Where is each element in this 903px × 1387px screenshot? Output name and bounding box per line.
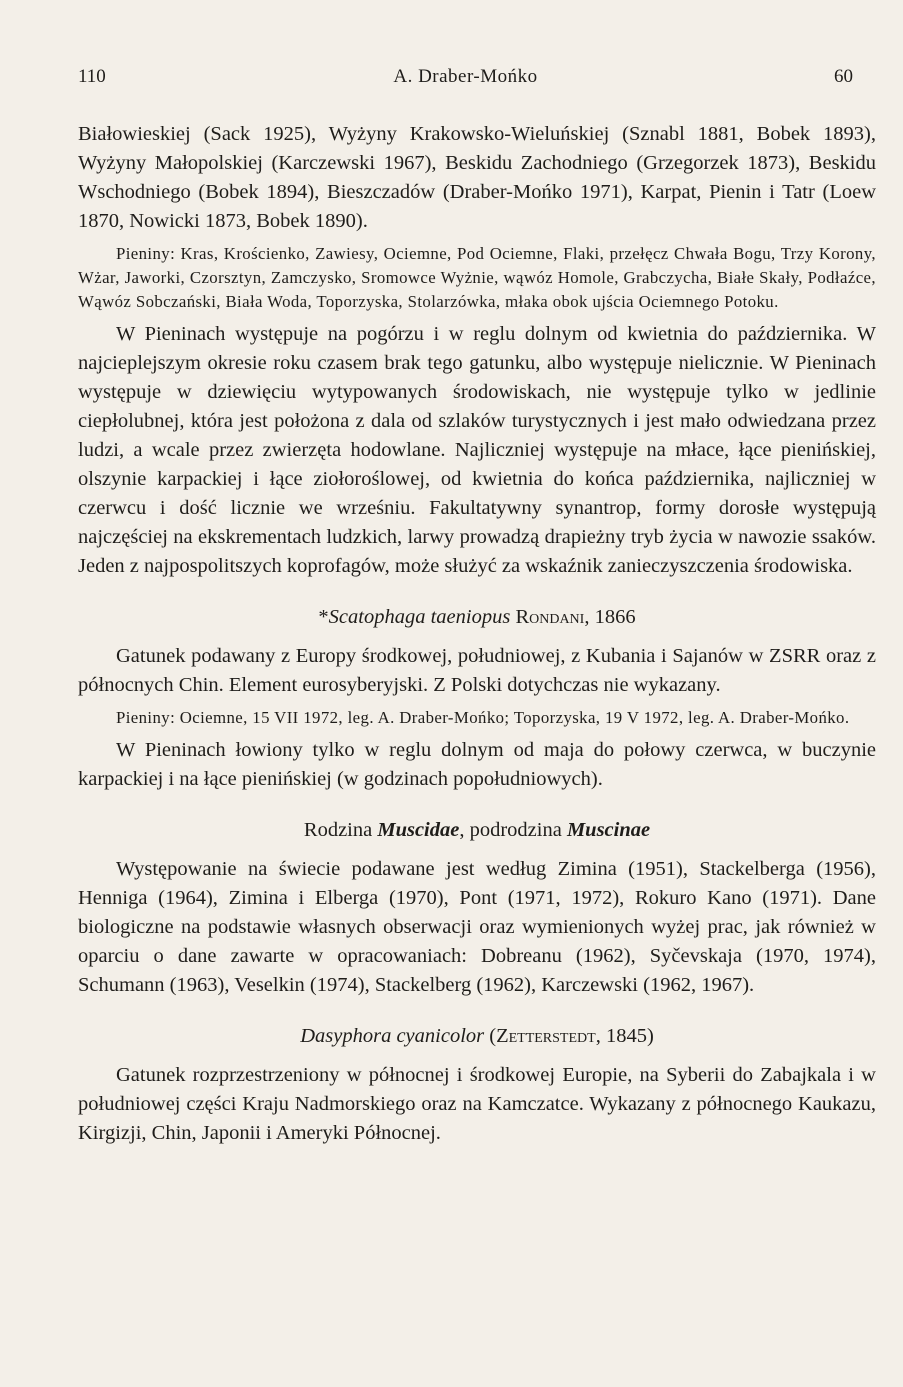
localities-list: Pieniny: Kras, Krościenko, Zawiesy, Ociemne, Pod Ociemne, Flaki, przełęcz Chwała Bogu, Trzy Korony, Wżar, Jaworki, Czorsztyn, Zamczysko, Sromowce Wyżnie, wąwóz Homole, Grabczycha, Białe Skały, Podłaźce, Wąwóz Sobczański, Biała Woda, Toporzyska, Stolarzówka, młaka obok ujścia Ociemnego Potoku. [78, 244, 876, 311]
sheet-number: 60 [834, 66, 853, 87]
family-name: Muscidae [377, 819, 460, 841]
family-middle: , podrodzina [459, 819, 567, 841]
page-body [78, 120, 876, 1148]
localities-records: Pieniny: Ociemne, 15 VII 1972, leg. A. Draber-Mońko; Toporzyska, 19 V 1972, leg. A. Draber-Mońko. [116, 708, 850, 727]
species-author-2: Zetterstedt [496, 1025, 596, 1047]
species-year: , 1866 [584, 606, 636, 628]
species-name: Scatophaga taeniopus [328, 606, 511, 628]
paragraph-species-distribution: Gatunek podawany z Europy środkowej, południowej, z Kubania i Sajanów w ZSRR oraz z północnych Chin. Element eurosyberyjski. Z Polski dotychczas nie wykazany. [78, 645, 876, 696]
paragraph-distribution-continued: Białowieskiej (Sack 1925), Wyżyny Krakowsko-Wieluńskiej (Sznabl 1881, Bobek 1893), Wyżyny Małopolskiej (Karczewski 1967), Beskidu Zachodniego (Grzegorzek 1873), Beskidu Wschodniego (Bobek 1894), Bieszczadów (Draber-Mońko 1971), Karpat, Pienin i Tatr (Loew 1870, Nowicki 1873, Bobek 1890). [78, 123, 876, 232]
paragraph-species-2-distribution: Gatunek rozprzestrzeniony w północnej i środkowej Europie, na Syberii do Zabajkala i w południowej części Kraju Nadmorskiego oraz na Kamczatce. Wykazany z północnego Kaukazu, Kirgizji, Chin, Japonii i Ameryki Północnej. [78, 1064, 876, 1144]
family-heading [78, 816, 876, 845]
asterisk-mark: * [318, 606, 329, 628]
running-header [78, 66, 853, 96]
page-number: 110 [78, 66, 106, 87]
species-heading [78, 603, 876, 632]
species-year-2: , 1845) [595, 1025, 654, 1047]
species-name-2: Dasyphora cyanicolor [300, 1025, 485, 1047]
paragraph-family-sources: Występowanie na świecie podawane jest według Zimina (1951), Stackelberga (1956), Henniga (1964), Zimina i Elberga (1970), Pont (1971, 1972), Rokuro Kano (1971). Dane biologiczne na podstawie własnych obserwacji oraz wymienionych wyżej prac, jak również w oparciu o dane zawarte w opracowaniach: Dobreanu (1962), Syčevskaja (1970, 1974), Schumann (1963), Veselkin (1974), Stackelberg (1962), Karczewski (1962, 1967). [78, 858, 876, 996]
paragraph-species-ecology: W Pieninach łowiony tylko w reglu dolnym od maja do połowy czerwca, w buczynie karpackiej i na łące pienińskiej (w godzinach popołudniowych). [78, 739, 876, 790]
species-heading-2 [78, 1022, 876, 1051]
running-author: A. Draber-Mońko [393, 66, 538, 87]
subfamily-name: Muscinae [566, 819, 651, 841]
paragraph-ecology: W Pieninach występuje na pogórzu i w reglu dolnym od kwietnia do października. W najcieplejszym okresie roku czasem brak tego gatunku, albo występuje nielicznie. W Pieninach występuje w dziewięciu wytypowanych środowiskach, nie występuje tylko w jedlinie ciepłolubnej, która jest położona z dala od szlaków turystycznych i jest mało odwiedzana przez ludzi, a wcale przez zwierzęta hodowlane. Najliczniej występuje na młace, łące pienińskiej, olszynie karpackiej i łące ziołoroślowej, od kwietnia do końca października, najliczniej w czerwcu i dość licznie we wrześniu. Fakultatywny synantrop, formy dorosłe występują najczęściej na ekskrementach ludzkich, larwy prowadzą drapieżny tryb życia w nawozie ssaków. Jeden z najpospolitszych koprofagów, może służyć za wskaźnik zanieczyszczenia środowiska. [78, 323, 876, 577]
family-prefix: Rodzina [303, 819, 378, 841]
species-author-open: ( [484, 1025, 497, 1047]
species-author: Rondani [515, 606, 585, 628]
